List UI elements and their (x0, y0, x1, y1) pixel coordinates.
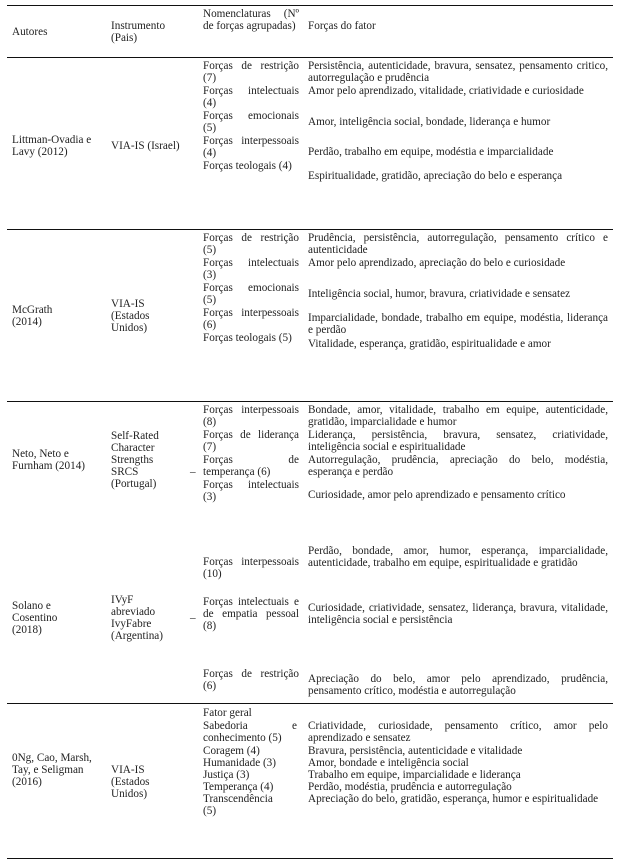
group-rule (7, 401, 613, 402)
forcas-do-fator: Curiosidade, criatividade, sensatez, liderança, bravura, vitalidade, inteligência social e persistência (308, 602, 608, 627)
nomenclatura: Forças emocionais (5) (203, 110, 299, 135)
forcas-do-fator: Prudência, persistência, autorregulação, pensamento crítico e autenticidade (308, 232, 608, 257)
forcas-do-fator: Curiosidade, amor pelo aprendizado e pensamento crítico (308, 489, 566, 501)
forcas-do-fator: Inteligência social, humor, bravura, criatividade e sensatez (308, 288, 571, 300)
group-instrumento: VIA-IS (Estados Unidos) (111, 298, 150, 335)
nomenclatura: Humanidade (3) (203, 757, 277, 769)
group-autores: Littman-Ovadia e Lavy (2012) (12, 134, 92, 159)
nomenclatura: Forças emocionais (5) (203, 282, 299, 307)
group-autores: Solano e Cosentino (2018) (12, 600, 58, 637)
nomenclatura: Forças de restrição (5) (203, 232, 299, 257)
forcas-do-fator: Bondade, amor, vitalidade, trabalho em equipe, autenticidade, gratidão, imparcialidade e humor (308, 404, 608, 429)
forcas-do-fator: Bravura, persistência, autenticidade e vitalidade (308, 745, 523, 757)
nomenclatura: Forças interpessoais (6) (203, 307, 299, 332)
forcas-do-fator: Vitalidade, esperança, gratidão, espiritualidade e amor (308, 338, 551, 350)
forcas-do-fator: Perdão, trabalho em equipe, modéstia e imparcialidade (308, 146, 554, 158)
nomenclatura: Forças interpessoais (8) (203, 404, 299, 429)
group-autores: McGrath (2014) (12, 304, 53, 329)
table-top-rule (7, 5, 613, 6)
table-bottom-rule (7, 858, 613, 859)
nomenclatura: Forças de liderança (7) (203, 429, 299, 454)
forcas-do-fator: Amor, inteligência social, bondade, liderança e humor (308, 116, 551, 128)
group-autores: Neto, Neto e Furnham (2014) (12, 448, 86, 473)
forcas-do-fator: Perdão, modéstia, prudência e autorregulação (308, 781, 512, 793)
nomenclatura: Coragem (4) (203, 745, 260, 757)
group-autores: 0Ng, Cao, Marsh, Tay, e Seligman (2016) (12, 752, 92, 789)
group-instrumento: VIA-IS (Estados Unidos) (111, 764, 150, 801)
nomenclatura: Forças de temperança (6) (203, 454, 299, 479)
nomenclatura: Forças intelectuais e de empatia pessoal (8) (203, 596, 299, 633)
nomenclatura: Forças intelectuais (3) (203, 257, 299, 282)
forcas-do-fator: Apreciação do belo, amor pelo aprendizado, prudência, pensamento crítico, modéstia e autorregulação (308, 673, 608, 698)
group-instrumento: Self-Rated Character Strengths SRCS (Portugal) (111, 430, 159, 491)
fator-geral: Fator geral (203, 707, 252, 719)
forcas-do-fator: Autorregulação, prudência, apreciação do belo, modéstia, esperança e perdão (308, 454, 608, 479)
nomenclatura: Forças teologais (4) (203, 160, 292, 172)
nomenclatura: Transcendência (5) (203, 793, 273, 818)
forcas-do-fator: Espiritualidade, gratidão, apreciação do belo e esperança (308, 170, 563, 182)
forcas-do-fator: Imparcialidade, bondade, trabalho em equipe, modéstia, liderança e perdão (308, 312, 608, 337)
dash: – (190, 466, 196, 478)
nomenclatura: Justiça (3) (203, 769, 250, 781)
forcas-do-fator: Amor pelo aprendizado, apreciação do belo e curiosidade (308, 257, 566, 269)
header-autores: Autores (12, 26, 48, 38)
group-rule (7, 703, 613, 704)
header-nomenclaturas: Nomenclaturas (Nº de forças agrupadas) (203, 8, 299, 33)
forcas-do-fator: Trabalho em equipe, imparcialidade e liderança (308, 769, 521, 781)
nomenclatura: Temperança (4) (203, 781, 274, 793)
header-rule (7, 57, 613, 58)
nomenclatura: Sabedoria e conhecimento (5) (203, 720, 297, 745)
forcas-do-fator: Liderança, persistência, bravura, sensatez, criatividade, inteligência social e espiritualidade (308, 429, 608, 454)
forcas-do-fator: Apreciação do belo, gratidão, esperança, humor e espiritualidade (308, 793, 599, 805)
group-instrumento: IVyF abreviado IvyFabre (Argentina) (111, 594, 163, 643)
nomenclatura: Forças intelectuais (4) (203, 85, 299, 110)
nomenclatura: Forças teologais (5) (203, 332, 292, 344)
nomenclatura: Forças interpessoais (10) (203, 556, 299, 581)
nomenclatura: Forças intelectuais (3) (203, 479, 299, 504)
forcas-do-fator: Persistência, autenticidade, bravura, sensatez, pensamento critico, autorregulação e prudência (308, 60, 608, 85)
dash: – (190, 612, 196, 624)
group-instrumento: VIA-IS (Israel) (111, 140, 180, 152)
forcas-do-fator: Criatividade, curiosidade, pensamento crítico, amor pelo aprendizado e sensatez (308, 720, 608, 745)
nomenclatura: Forças de restrição (7) (203, 60, 299, 85)
nomenclatura: Forças de restrição (6) (203, 668, 299, 693)
forcas-do-fator: Amor, bondade e inteligência social (308, 757, 469, 769)
nomenclatura: Forças interpessoais (4) (203, 135, 299, 160)
forcas-do-fator: Amor pelo aprendizado, vitalidade, criatividade e curiosidade (308, 85, 584, 97)
header-forcas: Forças do fator (308, 20, 376, 32)
group-rule (7, 229, 613, 230)
forcas-do-fator: Perdão, bondade, amor, humor, esperança, imparcialidade, autenticidade, trabalho em equipe, espiritualidade e gratidão (308, 545, 608, 570)
header-instrumento: Instrumento (Pais) (111, 20, 166, 45)
